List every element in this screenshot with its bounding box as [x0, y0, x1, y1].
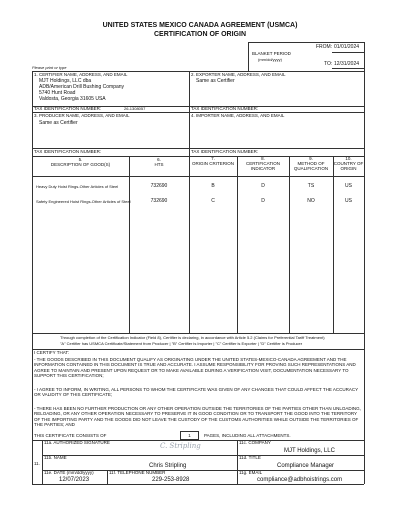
- name-value[interactable]: Chris Stripling: [149, 463, 187, 469]
- from-underline: [332, 52, 364, 53]
- certify-heading: I CERTIFY THAT:: [34, 350, 69, 355]
- form-title: UNITED STATES MEXICO CANADA AGREEMENT (USMCA): [102, 22, 298, 29]
- blanket-box-left: [248, 42, 249, 71]
- exporter-label: 2. EXPORTER NAME, ADDRESS, AND EMAIL: [191, 72, 286, 77]
- row2-description[interactable]: Safety Engineered Hoist Rings-Other Articles of Steel: [36, 199, 131, 204]
- col-num: 7.: [211, 156, 215, 161]
- row1-method[interactable]: TS: [307, 183, 315, 189]
- signature-scrawl[interactable]: C. Stripling: [160, 442, 201, 450]
- certify-para-3: - THERE HAS BEEN NO FURTHER PRODUCTION OR ANY OTHER OPERATION OUTSIDE THE TERRITORIES OF THE PARTIES OTHER THAN UNLOADING, RELOADING, OR ANY OTHER OPERATION NECESSARY TO PRESERVE IT IN GOOD CONDITION OR TO TRANSPORT THE GOOD INTO THE TERRITORY OF THE IMPORTING PARTY AND THE GOODS DID NOT LEAVE THE CUSTODY OF THE CUSTOMS AUTHORITIES WHILE OUTSIDE THE TERRITORIES OF THE PARTIES; AND: [34, 406, 361, 428]
- col-div-method: [289, 156, 290, 333]
- name-label: 11b. NAME: [44, 455, 67, 460]
- col-label: METHOD OF QUALIFICATION: [293, 160, 329, 171]
- pages-prefix: THIS CERTIFICATE CONSISTS OF: [34, 433, 107, 438]
- row2-hts[interactable]: 732690: [150, 198, 168, 204]
- certifier-line-1[interactable]: MJT Holdings, LLC dba: [39, 78, 92, 84]
- title-value[interactable]: Compliance Manager: [277, 463, 335, 469]
- from-label: FROM:: [316, 44, 333, 50]
- goods-table-bottom: [32, 333, 364, 334]
- signature-label: 11a. AUTHORIZED SIGNATURE: [44, 440, 110, 445]
- row2-criterion[interactable]: C: [211, 198, 215, 204]
- blanket-box-top: [248, 42, 364, 43]
- sig-col-divider: [237, 440, 238, 484]
- footnote-line-2: "A" Certifier has USMCA Certificate/Statement from Producer | "B" Certifier is Importer | "C" Certifier is Exporter | "D" Certifier is Producer: [60, 341, 303, 346]
- pages-suffix: PAGES, INCLUDING ALL ATTACHMENTS.: [204, 433, 291, 438]
- importer-tax-label: TAX IDENTIFICATION NUMBER:: [191, 149, 259, 154]
- print-note: Please print or type: [32, 65, 67, 70]
- blanket-period-label: BLANKET PERIOD: [252, 51, 291, 56]
- frame-bottom-line: [32, 484, 364, 485]
- blanket-box-right: [364, 42, 365, 71]
- footnote-line-1: Through completion of the Certification Indicator (Field 8), Certifier is declaring, in accordance with Article 5.2 (Claims for Preferential Tariff Treatment): [60, 335, 325, 340]
- producer-tax-label: TAX IDENTIFICATION NUMBER:: [34, 149, 102, 154]
- col-header-method: [289, 157, 333, 172]
- phone-label: 11f. TELEPHONE NUMBER: [109, 470, 166, 475]
- row1-country[interactable]: US: [345, 183, 352, 189]
- certification-top: [32, 349, 364, 350]
- certify-para-1: - THE GOODS DESCRIBED IN THIS DOCUMENT QUALIFY AS ORIGINATING UNDER THE UNITED STATES-MEXICO-CANADA AGREEMENT AND THE INFORMATION CONTAINED IN THIS DOCUMENT IS TRUE AND ACCURATE. I ASSUME RESPONSIBILITY FOR PROVING SUCH REPRESENTATIONS AND AGREE TO MAINTAIN AND PRESENT UPON REQUEST OR TO MAKE AVAILABLE DURING A VERIFICATION VISIT, DOCUMENTATION NECESSARY TO SUPPORT THIS CERTIFICATION;: [34, 357, 356, 379]
- producer-value[interactable]: Same as Certifier: [39, 120, 78, 126]
- certify-para-2: - I AGREE TO INFORM, IN WRITING, ALL PERSONS TO WHOM THE CERTIFICATE WAS GIVEN OF ANY CHANGES THAT COULD AFFECT THE ACCURACY OR VALIDITY OF THIS CERTIFICATE;: [34, 387, 359, 398]
- row2-indicator[interactable]: D: [261, 198, 265, 204]
- row1-description[interactable]: Heavy Duty Hoist Rings-Other Articles of Steel: [36, 184, 119, 189]
- exporter-value[interactable]: Same as Certifier: [196, 78, 235, 84]
- frame-right-line: [364, 71, 365, 484]
- email-label: 11g. EMAIL: [239, 470, 263, 475]
- col-label: ORIGIN CRITERION: [191, 160, 234, 166]
- col-num: 5.: [78, 157, 83, 162]
- sig-row-2-top: [42, 455, 364, 456]
- row1-indicator[interactable]: D: [261, 183, 265, 189]
- date-phone-divider: [107, 470, 108, 484]
- to-underline: [332, 68, 364, 69]
- sig-row-num-divider: [42, 440, 43, 484]
- col-num: 6.: [157, 157, 161, 162]
- phone-value[interactable]: 229-253-8928: [152, 477, 190, 483]
- certifier-line-3[interactable]: 5740 Hunt Road: [39, 90, 76, 96]
- party-divider: [189, 71, 190, 156]
- col-label: HTS: [154, 162, 164, 167]
- exporter-tax-label: TAX IDENTIFICATION NUMBER:: [191, 106, 259, 111]
- sig-row-number: 11.: [34, 461, 40, 466]
- company-label: 11c. COMPANY: [239, 440, 271, 445]
- col-div-indicator: [237, 156, 238, 333]
- producer-label: 3. PRODUCER NAME, ADDRESS, AND EMAIL: [34, 113, 130, 118]
- pages-count-field[interactable]: 1: [180, 431, 199, 440]
- date-value[interactable]: 12/07/2023: [59, 477, 90, 483]
- col-header-criterion: [189, 157, 237, 167]
- col-label: DESCRIPTION OF GOOD(S): [50, 162, 111, 167]
- col-div-country: [333, 156, 334, 333]
- row1-criterion[interactable]: B: [211, 183, 215, 189]
- col-header-country: [333, 157, 364, 172]
- date-label: 11e. DATE (mm/dd/yyyy): [44, 470, 94, 475]
- col-num: 8.: [261, 156, 265, 161]
- importer-label: 4. IMPORTER NAME, ADDRESS, AND EMAIL: [191, 113, 285, 118]
- form-subtitle: CERTIFICATION OF ORIGIN: [153, 31, 247, 38]
- row2-country[interactable]: US: [345, 198, 352, 204]
- blanket-period-format: (mm/dd/yyyy): [258, 57, 282, 62]
- col-div-hts: [129, 156, 130, 333]
- to-date-field[interactable]: 12/31/2024: [334, 61, 360, 67]
- goods-header-bottom: [32, 176, 364, 177]
- certifier-tax-label: TAX IDENTIFICATION NUMBER:: [34, 106, 102, 111]
- email-value[interactable]: compliance@adbhoistrings.com: [257, 477, 343, 483]
- col-header-description: [32, 157, 129, 167]
- from-date-field[interactable]: 01/01/2024: [334, 44, 360, 50]
- col-div-criterion: [189, 156, 190, 333]
- certifier-tax-value[interactable]: 26-1308057: [124, 106, 146, 111]
- to-label: TO:: [324, 61, 333, 67]
- certifier-label: 1. CERTIFIER NAME, ADDRESS, AND EMAIL: [34, 72, 128, 77]
- certifier-line-2[interactable]: ADB/American Drill Bushing Company: [39, 84, 125, 90]
- col-header-hts: [129, 157, 189, 167]
- col-label: COUNTRY OF ORIGIN: [333, 160, 364, 171]
- col-header-indicator: [237, 157, 289, 172]
- company-value[interactable]: MJT Holdings, LLC: [284, 448, 335, 454]
- col-label: CERTIFICATION INDICATOR: [245, 160, 281, 171]
- row2-method[interactable]: NO: [307, 198, 315, 204]
- row1-hts[interactable]: 732690: [150, 183, 168, 189]
- title-label: 11d. TITLE: [239, 455, 261, 460]
- certifier-line-4[interactable]: Valdosta, Georgia 31605 USA: [39, 96, 106, 102]
- col-num: 10.: [345, 156, 352, 161]
- frame-left-line: [32, 71, 33, 484]
- col-num: 9.: [309, 156, 313, 161]
